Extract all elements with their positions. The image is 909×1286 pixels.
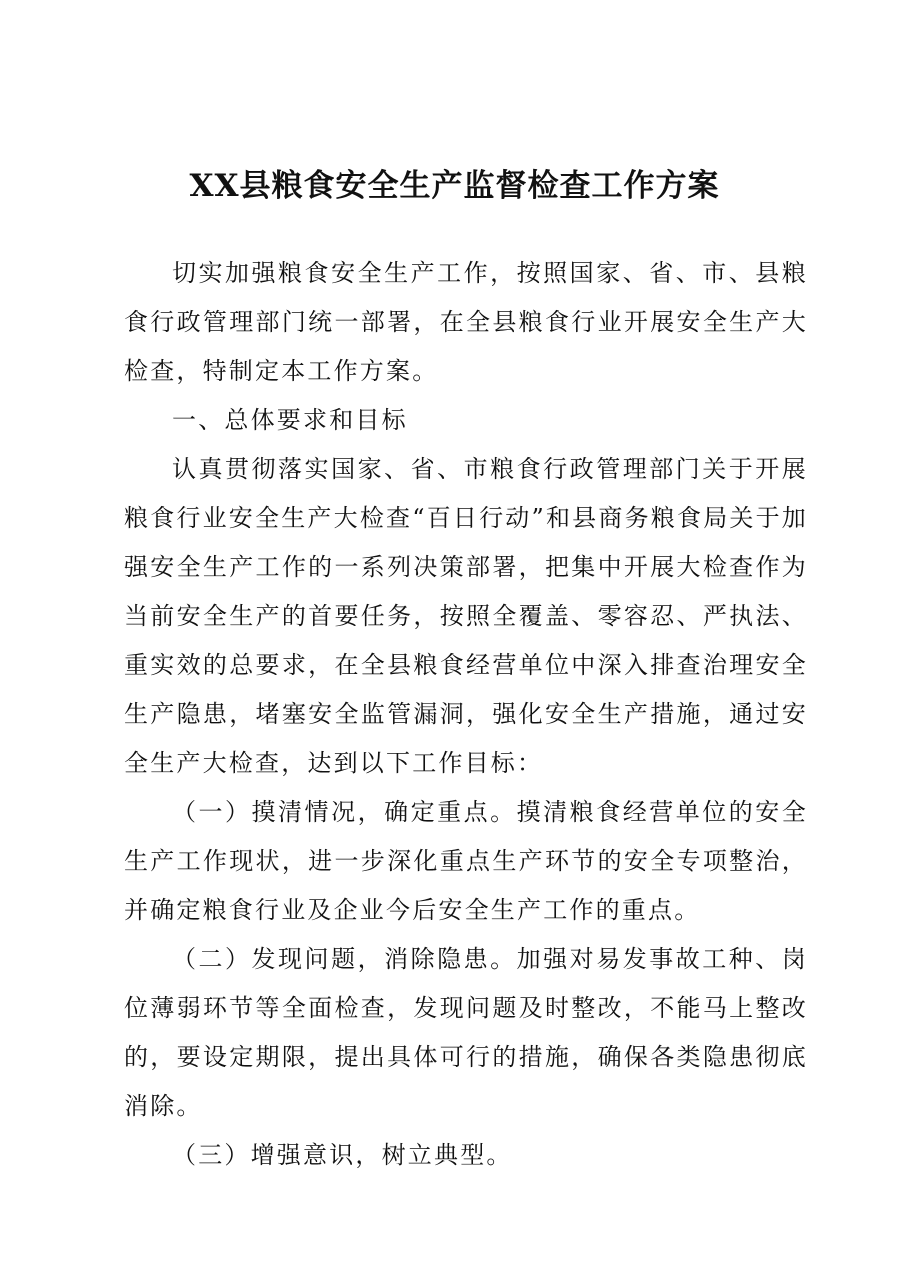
document-body: [124, 249, 808, 1180]
section-heading-general-requirements: 一、总体要求和目标: [172, 406, 408, 434]
paragraph-goal-3: （三）增强意识，树立典型。: [172, 1141, 513, 1169]
document-title: XX县粮食安全生产监督检查工作方案: [189, 168, 720, 204]
paragraph-intro: 切实加强粮食安全生产工作，按照国家、省、市、县粮食行政管理部门统一部署，在全县粮食行业开展安全生产大检查，特制定本工作方案。: [124, 259, 808, 385]
paragraph-requirements: 认真贯彻落实国家、省、市粮食行政管理部门关于开展粮食行业安全生产大检查“百日行动”和县商务粮食局关于加强安全生产工作的一系列决策部署，把集中开展大检查作为当前安全生产的首要任务，按照全覆盖、零容忍、严执法、重实效的总要求，在全县粮食经营单位中深入排查治理安全生产隐患，堵塞安全监管漏洞，强化安全生产措施，通过安全生产大检查，达到以下工作目标：: [124, 455, 808, 777]
paragraph-goal-2: （二）发现问题，消除隐患。加强对易发事故工种、岗位薄弱环节等全面检查，发现问题及时整改，不能马上整改的，要设定期限，提出具体可行的措施，确保各类隐患彻底消除。: [124, 945, 808, 1120]
paragraph-goal-1: （一）摸清情况，确定重点。摸清粮食经营单位的安全生产工作现状，进一步深化重点生产环节的安全专项整治，并确定粮食行业及企业今后安全生产工作的重点。: [124, 798, 808, 924]
